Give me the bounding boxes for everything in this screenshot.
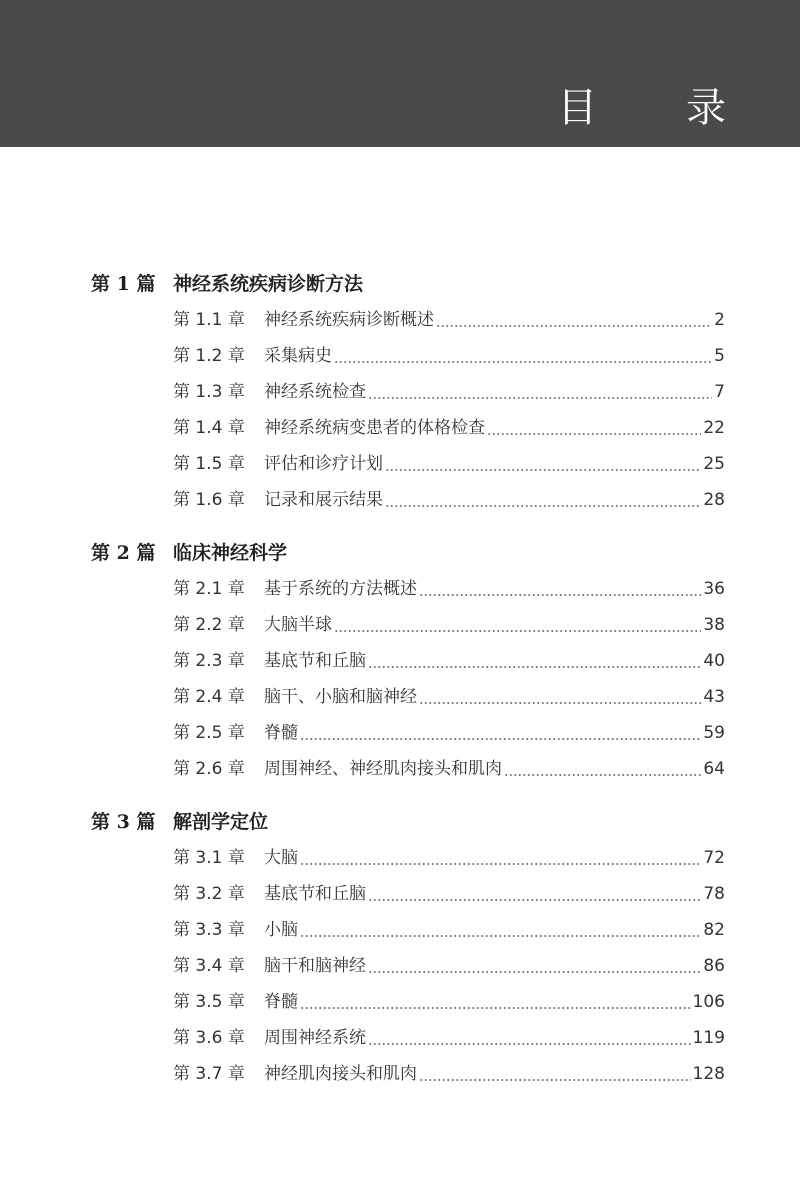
part-heading[interactable] (0, 804, 800, 840)
chapter-title: 神经肌肉接头和肌肉 (264, 1064, 417, 1084)
chapter-title: 大脑半球 (264, 615, 332, 635)
chapter-title: 神经系统病变患者的体格检查 (264, 418, 485, 438)
part-heading[interactable] (0, 266, 800, 302)
page-number: 40 (703, 651, 725, 671)
part-heading[interactable] (0, 535, 800, 571)
dot-leader (368, 948, 701, 984)
toc-entry[interactable] (0, 482, 800, 518)
dot-leader (385, 482, 701, 518)
chapter-title: 脑干、小脑和脑神经 (264, 687, 417, 707)
chapter-number: 第 2.6 章 (173, 759, 245, 779)
dot-leader (368, 1020, 691, 1056)
page-number: 64 (703, 759, 725, 779)
header-banner (0, 0, 800, 147)
dot-leader (419, 679, 701, 715)
part-title: 神经系统疾病诊断方法 (173, 273, 364, 295)
page-number: 106 (692, 992, 725, 1012)
toc-entry[interactable] (0, 679, 800, 715)
toc-entry[interactable] (0, 374, 800, 410)
chapter-title: 脊髓 (264, 723, 298, 743)
part-number: 第 2 篇 (91, 542, 156, 564)
dot-leader (368, 876, 701, 912)
chapter-number: 第 2.5 章 (173, 723, 245, 743)
page-number: 82 (703, 920, 725, 940)
chapter-number: 第 3.1 章 (173, 848, 245, 868)
toc-entry[interactable] (0, 840, 800, 876)
toc-entry[interactable] (0, 607, 800, 643)
part-title: 解剖学定位 (173, 811, 269, 833)
chapter-number: 第 3.3 章 (173, 920, 245, 940)
chapter-number: 第 1.5 章 (173, 454, 245, 474)
page-number: 43 (703, 687, 725, 707)
chapter-number: 第 3.5 章 (173, 992, 245, 1012)
part-number: 第 3 篇 (91, 811, 156, 833)
chapter-number: 第 3.4 章 (173, 956, 245, 976)
dot-leader (334, 338, 712, 374)
chapter-title: 小脑 (264, 920, 298, 940)
toc-entry[interactable] (0, 984, 800, 1020)
dot-leader (487, 410, 701, 446)
chapter-number: 第 3.6 章 (173, 1028, 245, 1048)
dot-leader (504, 751, 701, 787)
toc-entry[interactable] (0, 571, 800, 607)
chapter-title: 神经系统检查 (264, 382, 366, 402)
chapter-number: 第 2.2 章 (173, 615, 245, 635)
dot-leader (300, 912, 701, 948)
chapter-number: 第 2.3 章 (173, 651, 245, 671)
chapter-title: 基于系统的方法概述 (264, 579, 417, 599)
chapter-number: 第 1.4 章 (173, 418, 245, 438)
table-of-contents (0, 266, 800, 1109)
page-title: 目 录 (557, 85, 764, 131)
dot-leader (334, 607, 701, 643)
part-title: 临床神经科学 (173, 542, 288, 564)
part-1 (0, 266, 800, 518)
chapter-title: 神经系统疾病诊断概述 (264, 310, 434, 330)
page-number: 2 (714, 310, 725, 330)
toc-entry[interactable] (0, 446, 800, 482)
toc-entry[interactable] (0, 338, 800, 374)
chapter-title: 脊髓 (264, 992, 298, 1012)
toc-entry[interactable] (0, 912, 800, 948)
part-3 (0, 804, 800, 1092)
page-number: 59 (703, 723, 725, 743)
page-number: 25 (703, 454, 725, 474)
dot-leader (419, 1056, 691, 1092)
chapter-number: 第 1.1 章 (173, 310, 245, 330)
page-number: 119 (692, 1028, 725, 1048)
chapter-number: 第 3.2 章 (173, 884, 245, 904)
chapter-title: 评估和诊疗计划 (264, 454, 383, 474)
dot-leader (300, 715, 701, 751)
chapter-title: 记录和展示结果 (264, 490, 383, 510)
dot-leader (300, 840, 701, 876)
chapter-title: 采集病史 (264, 346, 332, 366)
toc-entry[interactable] (0, 715, 800, 751)
chapter-number: 第 2.4 章 (173, 687, 245, 707)
part-2 (0, 535, 800, 787)
page-number: 86 (703, 956, 725, 976)
toc-entry[interactable] (0, 410, 800, 446)
page-number: 128 (692, 1064, 725, 1084)
chapter-number: 第 1.3 章 (173, 382, 245, 402)
toc-entry[interactable] (0, 948, 800, 984)
page-number: 22 (703, 418, 725, 438)
toc-entry[interactable] (0, 876, 800, 912)
chapter-title: 脑干和脑神经 (264, 956, 366, 976)
chapter-number: 第 3.7 章 (173, 1064, 245, 1084)
toc-entry[interactable] (0, 1056, 800, 1092)
dot-leader (419, 571, 701, 607)
toc-entry[interactable] (0, 751, 800, 787)
chapter-title: 周围神经、神经肌肉接头和肌肉 (264, 759, 502, 779)
page-number: 7 (714, 382, 725, 402)
chapter-title: 大脑 (264, 848, 298, 868)
page-number: 5 (714, 346, 725, 366)
dot-leader (300, 984, 691, 1020)
chapter-title: 基底节和丘脑 (264, 651, 366, 671)
chapter-number: 第 2.1 章 (173, 579, 245, 599)
chapter-number: 第 1.6 章 (173, 490, 245, 510)
toc-entry[interactable] (0, 643, 800, 679)
dot-leader (385, 446, 701, 482)
chapter-title: 周围神经系统 (264, 1028, 366, 1048)
page-number: 38 (703, 615, 725, 635)
toc-entry[interactable] (0, 302, 800, 338)
dot-leader (368, 374, 712, 410)
chapter-title: 基底节和丘脑 (264, 884, 366, 904)
dot-leader (368, 643, 701, 679)
dot-leader (436, 302, 712, 338)
page-number: 72 (703, 848, 725, 868)
chapter-number: 第 1.2 章 (173, 346, 245, 366)
page-number: 28 (703, 490, 725, 510)
toc-entry[interactable] (0, 1020, 800, 1056)
page-number: 78 (703, 884, 725, 904)
page-number: 36 (703, 579, 725, 599)
part-number: 第 1 篇 (91, 273, 156, 295)
